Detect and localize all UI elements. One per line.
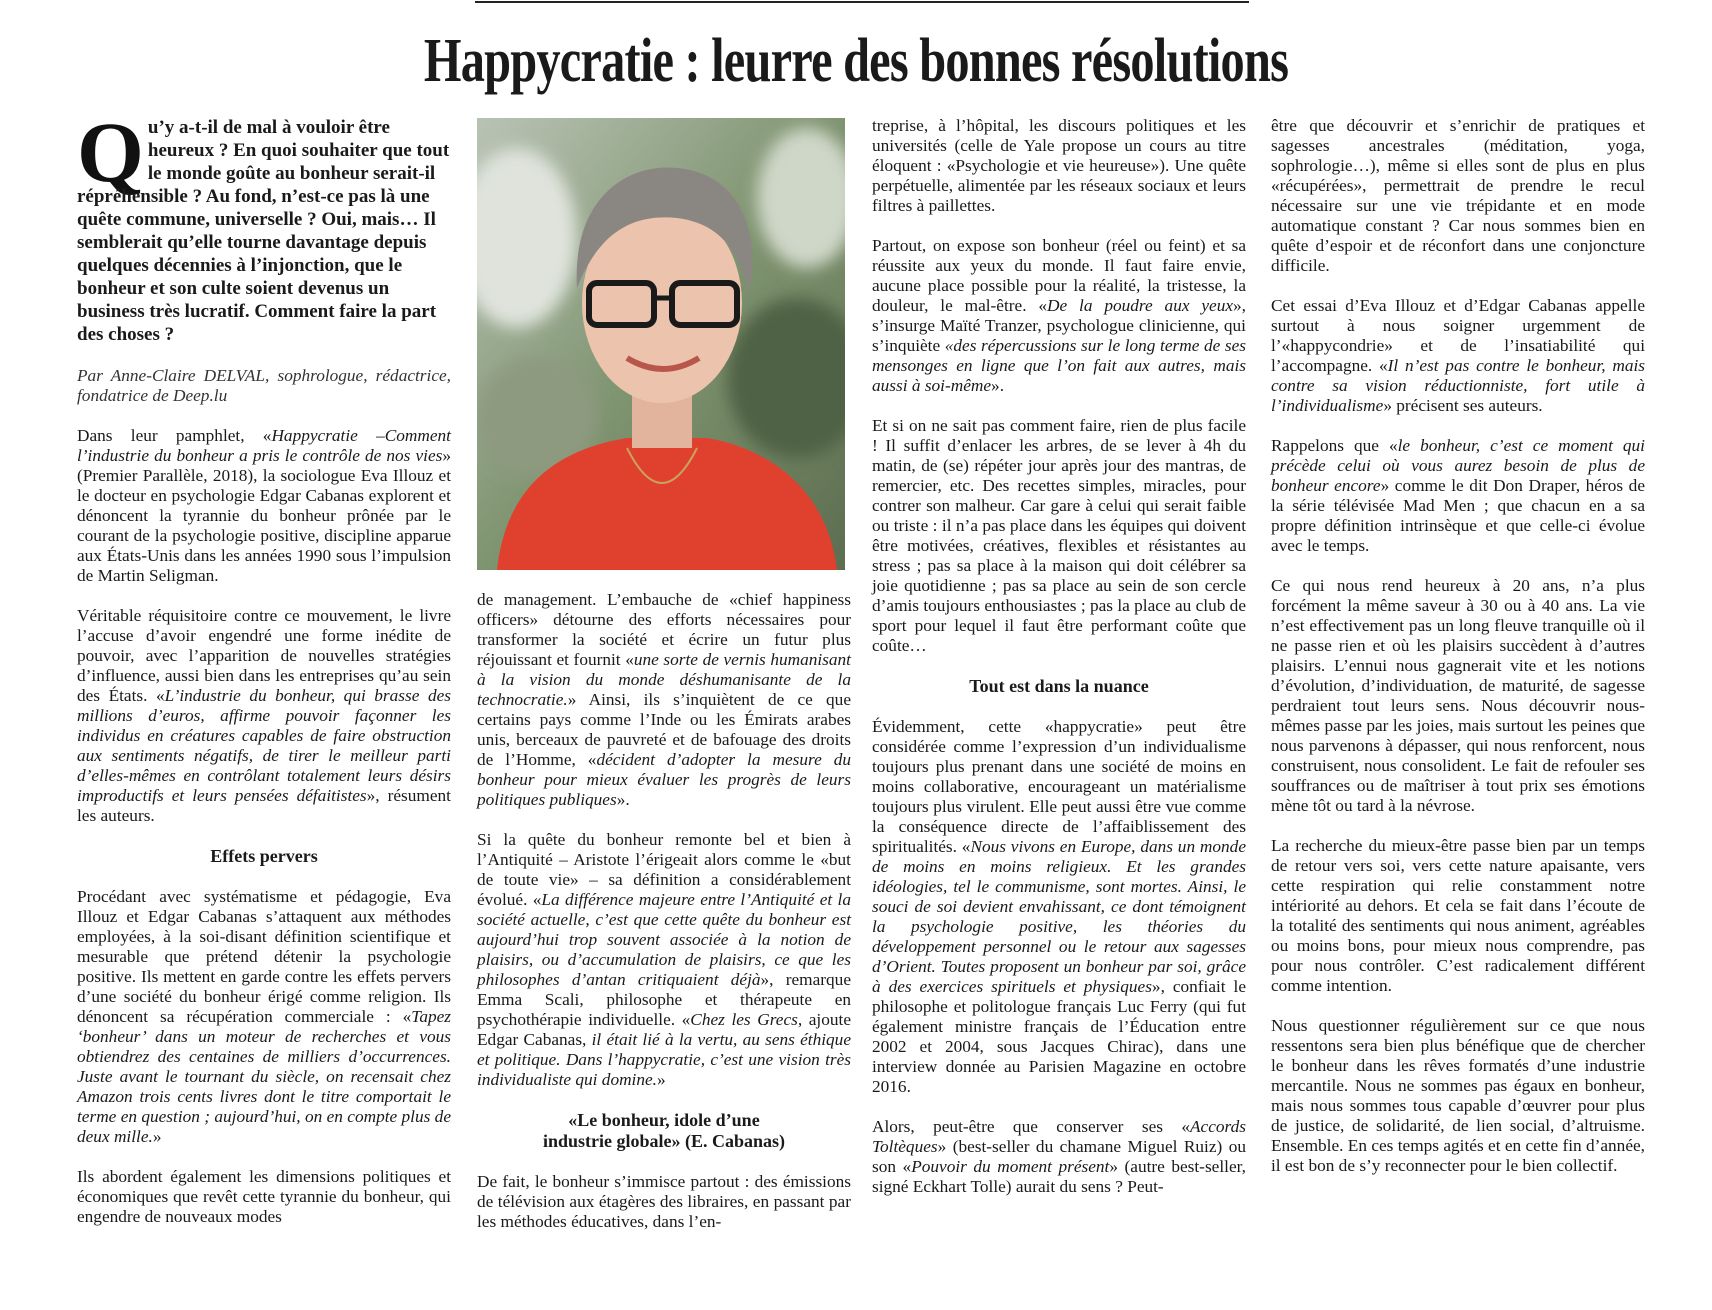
paragraph-text: Rappelons que « bbox=[1271, 436, 1398, 455]
paragraph-text: », remarque Emma Scali, philosophe et thérapeute en psychothérapie individuelle. « bbox=[477, 970, 851, 1029]
author-photo bbox=[477, 118, 845, 570]
byline: Par Anne-Claire DELVAL, sophrologue, rédactrice, fondatrice de Deep.lu bbox=[77, 366, 451, 405]
portrait-image bbox=[477, 118, 845, 570]
paragraph-text: Partout, on expose son bonheur (réel ou feint) et sa réussite aux yeux du monde. Il faut faire envie, aucune place possible pour la réalité, la tristesse, la douleur, le mal-être. « bbox=[872, 236, 1246, 315]
paragraph-text: » (autre best-seller, signé Eckhart Tolle) aurait du sens ? Peut- bbox=[872, 1157, 1246, 1196]
paragraph-text: Ce qui nous rend heureux à 20 ans, n’a plus forcément la même saveur à 30 ou à 40 ans. La vie n’est effectivement pas un long fleuve tranquille où il ne passe rien et où les plaisirs succèdent à d’autres plaisirs. L’ennui nous gagnerait vite et les notions d’évolution, d’individuation, de maturité, de sagesse perdraient tout leurs sens. Nous découvrir nous-mêmes passe par les joies, mais surtout les peines que nous parvenons à dépasser, qui nous renforcent, nous construisent, nous consolident. Le fait de refouler ses souffrances ou de maîtriser à tout prix ses émotions mène tôt ou tard à la névrose. bbox=[1271, 576, 1645, 815]
article-paragraph bbox=[872, 717, 1246, 1097]
paragraph-text: Véritable réquisitoire contre ce mouvement, le livre l’accuse d’avoir engendré une forme inédite de pouvoir, avec l’apparition de nouvelles stratégies d’influence, aussi bien dans les entreprises qu’au sein des États. « bbox=[77, 606, 451, 705]
column-3 bbox=[872, 116, 1246, 1217]
section-heading: Effets pervers bbox=[210, 846, 318, 866]
paragraph-text: », s’insurge Maïté Tranzer, psychologue clinicienne, qui s’inquiète bbox=[872, 296, 1246, 355]
article-paragraph bbox=[872, 1117, 1246, 1197]
paragraph-text: » bbox=[657, 1070, 666, 1089]
lead-text: u’y a-t-il de mal à vouloir être heureux ? En quoi souhaiter que tout le monde goûte au bonheur serait-il répréhensible ? Au fond, n’est-ce pas là une quête commune, universelle ? Oui, mais… Il semblerait qu’elle tourne davantage depuis quelques décennies à l’injonction, que le bonheur et son culte soient devenus un business très lucratif. Comment faire la part des choses ? bbox=[77, 117, 450, 345]
paragraph-text: être que découvrir et s’enrichir de pratiques et sagesses ancestrales (méditation, yoga, sophrologie…), même si elles sont de plus en plus «récupérées», permettrait de prendre le recul nécessaire sur une vie trépidante et en mode automatique constant ? Car nous sommes bien en quête d’espoir et de réconfort dans une conjoncture difficile. bbox=[1271, 116, 1645, 275]
paragraph-text: Et si on ne sait pas comment faire, rien de plus facile ! Il suffit d’enlacer les arbres, de se lever à 4h du matin, de (se) répéter jour après jour des mantras, de remercier, etc. Des recettes simples, miracles, pour contrer son malheur. Car gare à celui qui serait faible ou triste : il n’a pas place dans les équipes qui doivent être motivées, créatives, flexibles et résistantes au stress ; pas sa place à la maison qui doit célébrer sa joie quotidienne ; pas sa place au sein de son cercle d’amis toujours enthousiastes ; pas la place au club de sport pour lequel il faut être performant coûte que coûte… bbox=[872, 416, 1246, 655]
quote-text: De la poudre aux yeux bbox=[1047, 296, 1234, 315]
article-paragraph bbox=[77, 426, 451, 586]
section-heading: «Le bonheur, idole d’une industrie globale» (E. Cabanas) bbox=[542, 1110, 786, 1151]
paragraph-text: » comme le dit Don Draper, héros de la série télévisée Mad Men ; que chacun en a sa propre définition intrinsèque et que celle-ci évolue avec le temps. bbox=[1271, 476, 1645, 555]
article-paragraph bbox=[1271, 836, 1645, 996]
article-lead bbox=[77, 104, 451, 346]
headline-container bbox=[0, 26, 1712, 97]
article-paragraph bbox=[1271, 436, 1645, 556]
paragraph-text: » Ainsi, ils s’inquiètent de ce que certains pays comme l’Inde ou les Émirats arabes unis, berceaux de pauvreté et de bafouage des droits de l’Homme, « bbox=[477, 690, 851, 769]
quote-text: Tapez ‘bonheur’ dans un moteur de recherches et vous obtiendrez des centaines de milliers d’occurrences. Juste avant le tournant du siècle, on recensait chez Amazon trois cents livres dont le titre comportait le terme en question ; aujourd’hui, on en compte plus de deux mille. bbox=[77, 1007, 451, 1146]
article-paragraph bbox=[477, 1172, 851, 1232]
column-2-body bbox=[477, 590, 851, 1232]
article-paragraph bbox=[872, 416, 1246, 656]
column-2 bbox=[477, 590, 851, 1252]
quote-text: Chez les Grecs bbox=[690, 1010, 798, 1029]
quote-text: L’industrie du bonheur, qui brasse des millions d’euros, affirme pouvoir façonner les individus en créatures capables de faire obstruction aux sentiments négatifs, de tirer le meilleur parti d’elles-mêmes en contrôlant totalement leurs désirs improductifs et leurs pensées défaitistes bbox=[77, 686, 451, 805]
quote-text: il était lié à la vertu, au sens éthique et politique. Dans l’happycratie, c’est une vision très individualiste qui domine. bbox=[477, 1030, 851, 1089]
article-paragraph bbox=[1271, 116, 1645, 276]
column-3-body bbox=[872, 116, 1246, 1197]
article-paragraph bbox=[77, 606, 451, 826]
column-1-body bbox=[77, 426, 451, 1227]
paragraph-text: », résument les auteurs. bbox=[77, 786, 451, 825]
quote-text: Pouvoir du moment présent bbox=[911, 1157, 1110, 1176]
paragraph-text: , ajoute Edgar Cabanas, bbox=[477, 1010, 851, 1049]
paragraph-text: Évidemment, cette «happycratie» peut être considérée comme l’expression d’un individualisme toujours plus prenant dans une société de moins en moins collaborative, encourageant un matérialisme toujours plus virulent. Elle peut aussi être vue comme la conséquence directe de l’affaiblissement des spiritualités. « bbox=[872, 717, 1246, 856]
column-1 bbox=[77, 104, 451, 1247]
paragraph-text: de management. L’embauche de «chief happiness officers» détourne des efforts nécessaires pour transformer la société et écrire un futur plus réjouissant et fournit « bbox=[477, 590, 851, 669]
paragraph-text: De fait, le bonheur s’immisce partout : des émissions de télévision aux étagères des libraires, en passant par les méthodes éducatives, dans l’en- bbox=[477, 1172, 851, 1231]
quote-text: Happycratie –Comment l’industrie du bonheur a pris le contrôle de nos vies bbox=[77, 426, 451, 465]
article-paragraph bbox=[872, 116, 1246, 216]
quote-text: «des répercussions sur le long terme de ses mensonges en ligne que l’on fait aux autres, mais aussi à soi-même bbox=[872, 336, 1247, 395]
article-paragraph bbox=[1271, 1016, 1645, 1176]
top-rule bbox=[475, 1, 1249, 3]
paragraph-text: Si la quête du bonheur remonte bel et bien à l’Antiquité – Aristote l’érigeait alors comme le «but de toute vie» – sa définition a considérablement évolué. « bbox=[477, 830, 851, 909]
section-heading: Tout est dans la nuance bbox=[969, 676, 1149, 696]
quote-text: La différence majeure entre l’Antiquité et la société actuelle, c’est que cette quête du bonheur est aujourd’hui trop souvent associée à la notion de plaisirs, ou d’accumulation de plaisirs, ce que les philosophes d’antan critiquaient déjà bbox=[477, 890, 851, 989]
paragraph-text: », confiait le philosophe et politologue français Luc Ferry (qui fut également ministre français de l’Éducation entre 2002 et 2004, sous Jacques Chirac), dans une interview donnée au Parisien Magazine en octobre 2016. bbox=[872, 977, 1246, 1096]
paragraph-text: La recherche du mieux-être passe bien par un temps de retour vers soi, vers cette nature apaisante, vers cette respiration qui relie constamment notre intériorité au dehors. Et cela se fait dans l’écoute de la totalité des sentiments qui nous animent, agréables ou moins bons, pour mieux nous comprendre, pas pour nous contrôler. C’est radicalement différent comme intention. bbox=[1271, 836, 1645, 995]
article-paragraph bbox=[1271, 296, 1645, 416]
article-paragraph bbox=[77, 887, 451, 1147]
quote-text: Accords Toltèques bbox=[872, 1117, 1246, 1156]
paragraph-text: Nous questionner régulièrement sur ce que nous ressentons sera bien plus bénéfique que de chercher le bonheur dans les rêves formatés d’une industrie mercantile. Nous ne sommes pas égaux en bonheur, mais nous sommes tous capable d’œuvrer pour plus de justice, de solidarité, de lien social, d’altruisme. Ensemble. En ces temps agités et en cette fin d’année, il est bon de s’y reconnecter pour le bien collectif. bbox=[1271, 1016, 1645, 1175]
paragraph-text: Dans leur pamphlet, « bbox=[77, 426, 272, 445]
article-headline: Happycratie : leurre des bonnes résolutions bbox=[423, 27, 1289, 95]
quote-text: le bonheur, c’est ce moment qui précède celui où vous aurez besoin de plus de bonheur encore bbox=[1271, 436, 1645, 495]
paragraph-text: ». bbox=[991, 376, 1005, 395]
paragraph-text: treprise, à l’hôpital, les discours politiques et les universités (celle de Yale propose un cours au titre éloquent : «Psychologie et vie heureuse»). Une quête perpétuelle, alimentée par les réseaux sociaux et leurs filtres à paillettes. bbox=[872, 116, 1246, 215]
quote-text: décident d’adopter la mesure du bonheur pour mieux évaluer les progrès de leurs politiques publiques bbox=[477, 750, 851, 809]
article-paragraph bbox=[477, 830, 851, 1090]
article-paragraph bbox=[77, 1167, 451, 1227]
quote-text: une sorte de vernis humanisant à la vision du monde déshumanisante de la technocratie. bbox=[477, 650, 851, 709]
article-paragraph bbox=[872, 236, 1246, 396]
paragraph-text: Ils abordent également les dimensions politiques et économiques que revêt cette tyrannie du bonheur, qui engendre de nouveaux modes bbox=[77, 1167, 451, 1226]
paragraph-text: Cet essai d’Eva Illouz et d’Edgar Cabanas appelle surtout à nous soigner urgemment de l’«happycondrie» et de l’insatiabilité qui l’accompagne. « bbox=[1271, 296, 1645, 375]
paragraph-text: » (best-seller du chamane Miguel Ruiz) ou son « bbox=[872, 1137, 1246, 1176]
column-4-body bbox=[1271, 116, 1645, 1176]
article-paragraph bbox=[477, 590, 851, 810]
article-paragraph bbox=[1271, 576, 1645, 816]
quote-text: Il n’est pas contre le bonheur, mais contre sa vision réductionniste, fort utile à l’individualisme bbox=[1271, 356, 1645, 415]
paragraph-text: Alors, peut-être que conserver ses « bbox=[872, 1117, 1190, 1136]
paragraph-text: ». bbox=[616, 790, 630, 809]
drop-cap: Q bbox=[77, 104, 144, 200]
column-4 bbox=[1271, 116, 1645, 1196]
paragraph-text: » bbox=[152, 1127, 162, 1146]
quote-text: Nous vivons en Europe, dans un monde de moins en moins religieux. Et les grandes idéologies, tel le communisme, sont mortes. Ainsi, le souci de soi devient envahissant, ce dont témoignent la psychologie positive, les théories du développement personnel ou le retour aux sagesses d’Orient. Toutes proposent un bonheur par soi, grâce à des exercices spirituels et physiques bbox=[872, 837, 1246, 996]
paragraph-text: Procédant avec systématisme et pédagogie, Eva Illouz et Edgar Cabanas s’attaquent aux méthodes employées, à la soi-disant définition scientifique et mesurable que prétend détenir la psychologie positive. Ils mettent en garde contre les effets pervers d’une société du bonheur érigé comme religion. Ils dénoncent sa récupération commerciale : « bbox=[77, 887, 451, 1026]
paragraph-text: » (Premier Parallèle, 2018), la sociologue Eva Illouz et le docteur en psychologie Edgar Cabanas explorent et dénoncent la tyrannie du bonheur prônée par le courant de la psychologie positive, discipline apparue aux États-Unis dans les années 1990 sous l’impulsion de Martin Seligman. bbox=[77, 446, 451, 585]
paragraph-text: » précisent ses auteurs. bbox=[1383, 396, 1543, 415]
